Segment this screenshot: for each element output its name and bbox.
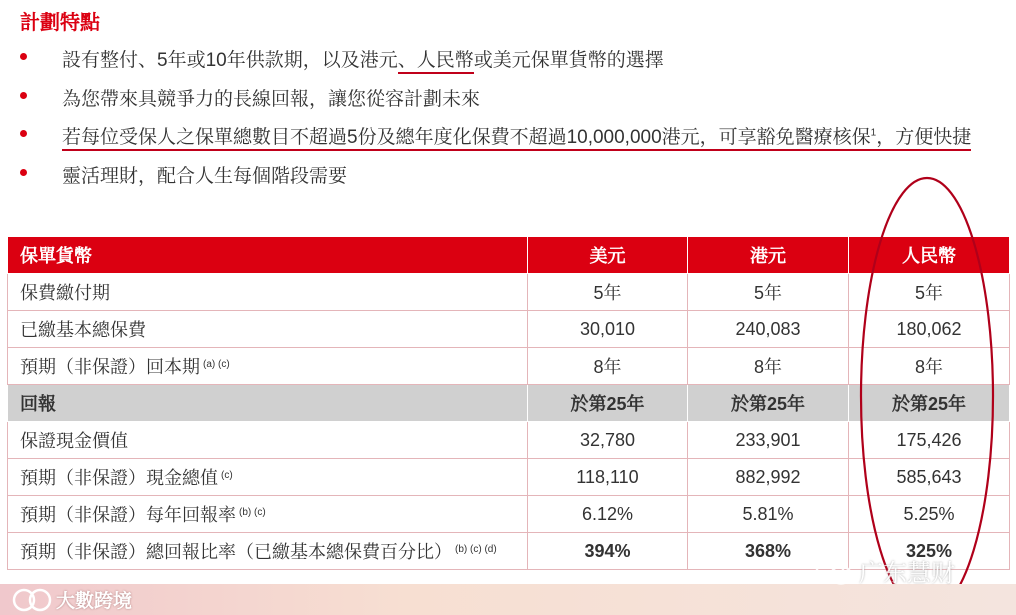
bullet-icon	[20, 169, 27, 176]
cell-rmb: 325%	[849, 533, 1010, 570]
row-label-cell	[8, 459, 528, 496]
cell-hkd: 233,901	[688, 422, 849, 459]
row-label: 保費繳付期	[8, 274, 528, 311]
header-rmb: 人民幣	[849, 237, 1010, 274]
bullet-icon	[20, 53, 27, 60]
section-usd: 於第25年	[528, 385, 688, 422]
header-usd: 美元	[528, 237, 688, 274]
cell-usd: 5年	[528, 274, 688, 311]
section-label: 回報	[8, 385, 528, 422]
row-footnotes: (b) (c) (d)	[455, 544, 497, 555]
row-footnotes: (c)	[221, 470, 233, 481]
cell-usd: 6.12%	[528, 496, 688, 533]
bullet-icon	[20, 130, 27, 137]
table-header-row	[8, 237, 1010, 274]
cell-hkd: 5年	[688, 274, 849, 311]
row-label: 預期（非保證）回本期	[20, 357, 200, 377]
plan-comparison-table	[7, 236, 1010, 570]
cell-hkd: 882,992	[688, 459, 849, 496]
table-row	[8, 348, 1010, 385]
row-label-cell	[8, 496, 528, 533]
bullet-icon	[20, 92, 27, 99]
table-row	[8, 311, 1010, 348]
feature-item-returns	[20, 81, 1010, 120]
watermark-text: 广东慧财	[859, 560, 955, 587]
header-label: 保單貨幣	[8, 237, 528, 274]
cell-usd: 32,780	[528, 422, 688, 459]
cell-usd: 8年	[528, 348, 688, 385]
footnote-marker: 1	[870, 127, 877, 139]
header-hkd: 港元	[688, 237, 849, 274]
row-footnotes: (a) (c)	[203, 359, 230, 370]
table-row	[8, 274, 1010, 311]
cell-usd: 30,010	[528, 311, 688, 348]
cell-hkd: 368%	[688, 533, 849, 570]
underlined-rmb-text: 、人民幣	[398, 50, 474, 74]
cell-rmb: 175,426	[849, 422, 1010, 459]
feature-item-payment-terms	[20, 42, 1010, 81]
logo-text: 大數跨境	[56, 591, 133, 612]
row-footnotes: (b) (c)	[239, 507, 266, 518]
row-label: 已繳基本總保費	[8, 311, 528, 348]
wechat-icon	[815, 556, 853, 586]
section-rmb: 於第25年	[849, 385, 1010, 422]
page-heading: 計劃特點	[20, 12, 100, 34]
table-row	[8, 459, 1010, 496]
cell-rmb: 5年	[849, 274, 1010, 311]
section-header-row	[8, 385, 1010, 422]
row-label: 預期（非保證）現金總值	[20, 468, 218, 488]
feature-text-post: 或美元保單貨幣的選擇	[473, 50, 664, 71]
feature-text	[62, 122, 971, 149]
table-row	[8, 422, 1010, 459]
cell-usd: 118,110	[528, 459, 688, 496]
feature-list	[20, 42, 1010, 196]
row-label: 預期（非保證）總回報比率（已繳基本總保費百分比）	[20, 542, 452, 562]
cell-hkd: 5.81%	[688, 496, 849, 533]
section-hkd: 於第25年	[688, 385, 849, 422]
wechat-watermark	[815, 553, 955, 588]
feature-text	[62, 45, 664, 72]
bottom-banner	[0, 584, 1016, 615]
underlined-underwriting-text	[62, 127, 971, 151]
cell-usd: 394%	[528, 533, 688, 570]
feature-text-pre: 設有整付、5年或10年供款期，以及港元	[62, 50, 398, 71]
cell-hkd: 8年	[688, 348, 849, 385]
cell-rmb: 8年	[849, 348, 1010, 385]
row-label: 保證現金價值	[8, 422, 528, 459]
row-label-cell	[8, 533, 528, 570]
cell-hkd: 240,083	[688, 311, 849, 348]
feature-item-flexibility	[20, 158, 1010, 197]
feature-item-underwriting	[20, 119, 1010, 158]
table-row	[8, 496, 1010, 533]
feature-text: 為您帶來具競爭力的長線回報，讓您從容計劃未來	[62, 88, 481, 110]
bottom-logo	[12, 586, 132, 613]
underwriting-text-post: ，方便快捷	[876, 127, 972, 148]
cell-rmb: 585,643	[849, 459, 1010, 496]
row-label-cell	[8, 348, 528, 385]
cell-rmb: 5.25%	[849, 496, 1010, 533]
feature-text: 靈活理財，配合人生每個階段需要	[62, 165, 348, 187]
logo-mark-icon	[12, 587, 52, 613]
row-label: 預期（非保證）每年回報率	[20, 505, 236, 525]
cell-rmb: 180,062	[849, 311, 1010, 348]
underwriting-text: 若每位受保人之保單總數目不超過5份及總年度化保費不超過10,000,000港元，可享豁免醫療核保	[62, 127, 871, 148]
